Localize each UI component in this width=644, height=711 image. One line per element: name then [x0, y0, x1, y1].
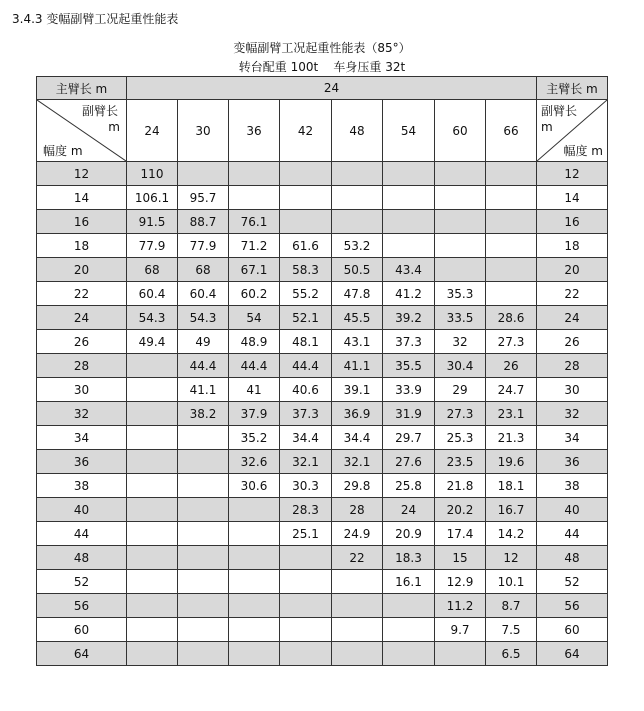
diagonal-header-left	[37, 100, 127, 162]
table-row	[37, 162, 608, 186]
table-row	[37, 474, 608, 498]
radius-label-left: 幅度 m	[43, 144, 83, 158]
capacity-cell: 34.4	[280, 426, 332, 450]
capacity-cell: 30.6	[229, 474, 280, 498]
capacity-cell: 49.4	[127, 330, 178, 354]
capacity-cell	[229, 498, 280, 522]
capacity-cell: 15	[435, 546, 486, 570]
radius-cell-left: 24	[37, 306, 127, 330]
jib-length-header: 42	[280, 100, 332, 162]
radius-cell-right: 40	[537, 498, 608, 522]
table-row	[37, 426, 608, 450]
main-boom-value: 24	[127, 77, 537, 100]
radius-cell-left: 28	[37, 354, 127, 378]
radius-cell-right: 24	[537, 306, 608, 330]
capacity-cell	[178, 450, 229, 474]
capacity-cell	[280, 546, 332, 570]
radius-cell-left: 52	[37, 570, 127, 594]
capacity-cell: 76.1	[229, 210, 280, 234]
radius-cell-right: 14	[537, 186, 608, 210]
capacity-cell: 31.9	[383, 402, 435, 426]
table-row	[37, 186, 608, 210]
capacity-cell	[127, 378, 178, 402]
main-boom-label-right: 主臂长 m	[537, 77, 608, 100]
table-row	[37, 450, 608, 474]
capacity-cell: 32.6	[229, 450, 280, 474]
capacity-cell: 23.5	[435, 450, 486, 474]
radius-cell-right: 30	[537, 378, 608, 402]
capacity-cell	[229, 618, 280, 642]
radius-cell-left: 38	[37, 474, 127, 498]
capacity-cell: 55.2	[280, 282, 332, 306]
capacity-cell	[178, 522, 229, 546]
capacity-cell: 28.6	[486, 306, 537, 330]
capacity-cell	[178, 162, 229, 186]
main-boom-label-left: 主臂长 m	[37, 77, 127, 100]
capacity-cell	[229, 522, 280, 546]
table-row	[37, 618, 608, 642]
capacity-cell: 40.6	[280, 378, 332, 402]
capacity-cell: 18.1	[486, 474, 537, 498]
jib-length-header: 60	[435, 100, 486, 162]
radius-cell-right: 60	[537, 618, 608, 642]
capacity-cell: 16.7	[486, 498, 537, 522]
capacity-cell: 27.3	[435, 402, 486, 426]
table-row	[37, 282, 608, 306]
radius-cell-left: 34	[37, 426, 127, 450]
capacity-cell: 61.6	[280, 234, 332, 258]
capacity-cell: 32.1	[332, 450, 383, 474]
capacity-cell: 24	[383, 498, 435, 522]
capacity-cell	[383, 210, 435, 234]
table-row	[37, 594, 608, 618]
jib-length-label-left: 副臂长	[81, 104, 118, 118]
capacity-cell: 41.1	[178, 378, 229, 402]
capacity-cell	[127, 450, 178, 474]
capacity-cell	[178, 618, 229, 642]
capacity-cell: 6.5	[486, 642, 537, 666]
capacity-cell	[332, 618, 383, 642]
capacity-cell	[332, 642, 383, 666]
capacity-cell: 28.3	[280, 498, 332, 522]
capacity-cell: 30.3	[280, 474, 332, 498]
capacity-cell	[280, 642, 332, 666]
capacity-cell: 25.1	[280, 522, 332, 546]
capacity-cell	[435, 234, 486, 258]
capacity-cell: 24.7	[486, 378, 537, 402]
radius-cell-left: 32	[37, 402, 127, 426]
capacity-cell: 77.9	[127, 234, 178, 258]
capacity-cell: 27.3	[486, 330, 537, 354]
table-row	[37, 546, 608, 570]
capacity-cell	[280, 186, 332, 210]
capacity-cell: 19.6	[486, 450, 537, 474]
capacity-cell: 39.2	[383, 306, 435, 330]
table-row	[37, 306, 608, 330]
capacity-cell: 9.7	[435, 618, 486, 642]
capacity-cell: 27.6	[383, 450, 435, 474]
radius-cell-right: 20	[537, 258, 608, 282]
capacity-cell	[127, 498, 178, 522]
capacity-cell	[178, 546, 229, 570]
capacity-cell: 50.5	[332, 258, 383, 282]
jib-length-header: 36	[229, 100, 280, 162]
capacity-cell: 60.4	[178, 282, 229, 306]
capacity-cell: 33.9	[383, 378, 435, 402]
table-row	[37, 378, 608, 402]
capacity-cell	[486, 186, 537, 210]
capacity-cell: 7.5	[486, 618, 537, 642]
radius-cell-left: 60	[37, 618, 127, 642]
capacity-cell	[127, 354, 178, 378]
lifting-capacity-table	[36, 76, 608, 666]
table-row	[37, 522, 608, 546]
jib-length-header: 48	[332, 100, 383, 162]
capacity-cell: 10.1	[486, 570, 537, 594]
radius-cell-right: 34	[537, 426, 608, 450]
radius-cell-left: 20	[37, 258, 127, 282]
capacity-cell	[229, 594, 280, 618]
capacity-cell: 49	[178, 330, 229, 354]
radius-cell-left: 30	[37, 378, 127, 402]
capacity-cell: 48.1	[280, 330, 332, 354]
capacity-cell	[280, 162, 332, 186]
capacity-cell: 39.1	[332, 378, 383, 402]
capacity-cell	[229, 546, 280, 570]
capacity-cell	[435, 258, 486, 282]
capacity-cell: 36.9	[332, 402, 383, 426]
radius-cell-right: 64	[537, 642, 608, 666]
radius-cell-left: 48	[37, 546, 127, 570]
capacity-cell: 38.2	[178, 402, 229, 426]
capacity-cell	[178, 426, 229, 450]
capacity-cell: 88.7	[178, 210, 229, 234]
capacity-cell: 67.1	[229, 258, 280, 282]
radius-cell-left: 40	[37, 498, 127, 522]
jib-length-header: 54	[383, 100, 435, 162]
capacity-cell	[383, 162, 435, 186]
capacity-cell	[280, 210, 332, 234]
capacity-cell: 34.4	[332, 426, 383, 450]
capacity-cell: 77.9	[178, 234, 229, 258]
capacity-cell	[435, 642, 486, 666]
capacity-cell: 106.1	[127, 186, 178, 210]
capacity-cell	[332, 570, 383, 594]
capacity-cell: 33.5	[435, 306, 486, 330]
radius-cell-right: 48	[537, 546, 608, 570]
capacity-cell: 21.3	[486, 426, 537, 450]
capacity-cell: 43.4	[383, 258, 435, 282]
radius-cell-right: 22	[537, 282, 608, 306]
capacity-cell	[383, 618, 435, 642]
table-row	[37, 642, 608, 666]
radius-cell-left: 22	[37, 282, 127, 306]
capacity-cell: 29	[435, 378, 486, 402]
radius-cell-right: 26	[537, 330, 608, 354]
capacity-cell	[127, 618, 178, 642]
jib-length-unit-right: m	[541, 120, 553, 134]
jib-length-unit-left: m	[108, 120, 120, 134]
radius-cell-right: 12	[537, 162, 608, 186]
capacity-cell	[435, 210, 486, 234]
capacity-cell: 37.3	[280, 402, 332, 426]
capacity-cell: 14.2	[486, 522, 537, 546]
capacity-cell	[127, 594, 178, 618]
capacity-cell	[229, 186, 280, 210]
capacity-cell	[332, 594, 383, 618]
capacity-cell: 35.3	[435, 282, 486, 306]
capacity-cell	[383, 186, 435, 210]
table-row	[37, 354, 608, 378]
capacity-cell: 20.2	[435, 498, 486, 522]
capacity-cell	[178, 570, 229, 594]
capacity-cell: 60.4	[127, 282, 178, 306]
radius-label-right: 幅度 m	[563, 144, 603, 158]
capacity-cell: 35.2	[229, 426, 280, 450]
capacity-cell	[178, 594, 229, 618]
capacity-cell	[178, 642, 229, 666]
capacity-cell	[486, 282, 537, 306]
capacity-cell: 44.4	[229, 354, 280, 378]
capacity-cell	[486, 234, 537, 258]
capacity-cell	[178, 474, 229, 498]
capacity-cell: 23.1	[486, 402, 537, 426]
capacity-cell: 58.3	[280, 258, 332, 282]
table-row	[37, 402, 608, 426]
capacity-cell: 68	[178, 258, 229, 282]
capacity-cell	[332, 162, 383, 186]
radius-cell-left: 64	[37, 642, 127, 666]
jib-length-header: 30	[178, 100, 229, 162]
capacity-cell: 48.9	[229, 330, 280, 354]
capacity-cell	[127, 474, 178, 498]
radius-cell-right: 44	[537, 522, 608, 546]
capacity-cell: 8.7	[486, 594, 537, 618]
capacity-cell: 47.8	[332, 282, 383, 306]
capacity-cell	[383, 594, 435, 618]
capacity-cell: 60.2	[229, 282, 280, 306]
radius-cell-left: 12	[37, 162, 127, 186]
capacity-cell: 37.3	[383, 330, 435, 354]
capacity-cell: 11.2	[435, 594, 486, 618]
capacity-cell: 37.9	[229, 402, 280, 426]
capacity-cell: 29.7	[383, 426, 435, 450]
capacity-cell: 43.1	[332, 330, 383, 354]
radius-cell-left: 16	[37, 210, 127, 234]
capacity-cell	[383, 642, 435, 666]
capacity-cell: 18.3	[383, 546, 435, 570]
capacity-cell	[127, 426, 178, 450]
capacity-cell	[435, 186, 486, 210]
capacity-cell: 41	[229, 378, 280, 402]
capacity-cell	[280, 618, 332, 642]
capacity-cell: 25.3	[435, 426, 486, 450]
capacity-cell: 30.4	[435, 354, 486, 378]
table-title: 变幅副臂工况起重性能表（85°）	[233, 41, 411, 55]
capacity-cell: 21.8	[435, 474, 486, 498]
capacity-cell	[435, 162, 486, 186]
capacity-cell: 24.9	[332, 522, 383, 546]
capacity-cell	[229, 642, 280, 666]
capacity-cell: 44.4	[178, 354, 229, 378]
capacity-cell: 53.2	[332, 234, 383, 258]
capacity-cell: 16.1	[383, 570, 435, 594]
capacity-cell: 44.4	[280, 354, 332, 378]
radius-cell-left: 26	[37, 330, 127, 354]
radius-cell-right: 36	[537, 450, 608, 474]
capacity-cell: 20.9	[383, 522, 435, 546]
capacity-cell: 12.9	[435, 570, 486, 594]
radius-cell-right: 52	[537, 570, 608, 594]
capacity-cell: 32.1	[280, 450, 332, 474]
capacity-cell: 35.5	[383, 354, 435, 378]
capacity-cell	[486, 210, 537, 234]
capacity-cell: 17.4	[435, 522, 486, 546]
radius-cell-right: 16	[537, 210, 608, 234]
jib-length-header: 66	[486, 100, 537, 162]
capacity-cell	[229, 570, 280, 594]
capacity-cell: 71.2	[229, 234, 280, 258]
capacity-cell: 45.5	[332, 306, 383, 330]
radius-cell-right: 56	[537, 594, 608, 618]
capacity-cell: 41.1	[332, 354, 383, 378]
capacity-cell: 29.8	[332, 474, 383, 498]
table-row	[37, 330, 608, 354]
capacity-cell: 52.1	[280, 306, 332, 330]
jib-length-label-right: 副臂长	[541, 104, 578, 118]
capacity-cell	[178, 498, 229, 522]
capacity-cell: 95.7	[178, 186, 229, 210]
table-row	[37, 570, 608, 594]
radius-cell-left: 36	[37, 450, 127, 474]
table-row	[37, 210, 608, 234]
capacity-cell: 12	[486, 546, 537, 570]
capacity-cell: 54	[229, 306, 280, 330]
radius-cell-right: 18	[537, 234, 608, 258]
section-heading: 3.4.3 变幅副臂工况起重性能表	[12, 12, 179, 26]
capacity-cell: 26	[486, 354, 537, 378]
radius-cell-right: 28	[537, 354, 608, 378]
capacity-cell	[127, 522, 178, 546]
radius-cell-right: 38	[537, 474, 608, 498]
jib-length-header: 24	[127, 100, 178, 162]
capacity-cell: 22	[332, 546, 383, 570]
table-caption	[0, 39, 644, 77]
capacity-cell	[486, 162, 537, 186]
capacity-cell: 91.5	[127, 210, 178, 234]
capacity-cell: 28	[332, 498, 383, 522]
capacity-cell: 54.3	[178, 306, 229, 330]
radius-cell-left: 44	[37, 522, 127, 546]
capacity-cell	[229, 162, 280, 186]
capacity-cell	[383, 234, 435, 258]
capacity-cell	[127, 642, 178, 666]
radius-cell-right: 32	[537, 402, 608, 426]
capacity-cell	[127, 570, 178, 594]
capacity-cell: 25.8	[383, 474, 435, 498]
capacity-cell	[486, 258, 537, 282]
radius-cell-left: 56	[37, 594, 127, 618]
table-row	[37, 258, 608, 282]
capacity-cell	[280, 594, 332, 618]
capacity-cell: 41.2	[383, 282, 435, 306]
table-row	[37, 498, 608, 522]
table-subtitle: 转台配重 100t 车身压重 32t	[238, 60, 406, 74]
table-row	[37, 234, 608, 258]
capacity-cell: 110	[127, 162, 178, 186]
capacity-cell: 54.3	[127, 306, 178, 330]
capacity-cell: 32	[435, 330, 486, 354]
capacity-cell	[127, 546, 178, 570]
capacity-cell: 68	[127, 258, 178, 282]
radius-cell-left: 18	[37, 234, 127, 258]
diagonal-header-right	[537, 100, 608, 162]
capacity-cell	[127, 402, 178, 426]
capacity-cell	[332, 186, 383, 210]
capacity-cell	[332, 210, 383, 234]
capacity-cell	[280, 570, 332, 594]
radius-cell-left: 14	[37, 186, 127, 210]
